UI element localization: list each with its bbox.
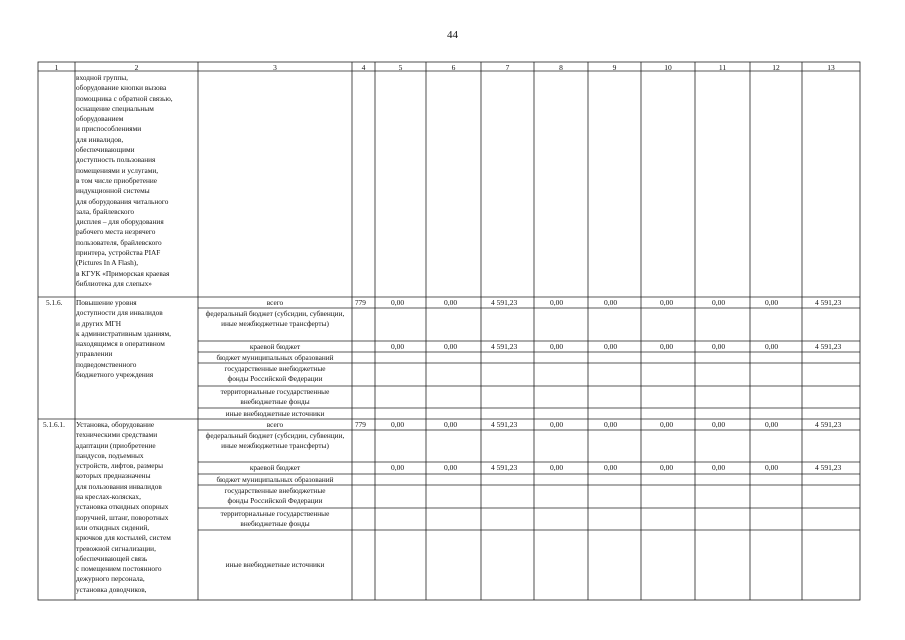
value-cell: 0,00 bbox=[550, 463, 564, 472]
value-cell: 0,00 bbox=[712, 420, 726, 429]
desc-line: и других МГН bbox=[76, 318, 121, 328]
row-description bbox=[76, 420, 171, 595]
value-cell: 4 591,23 bbox=[815, 342, 842, 351]
source-state-offbudget: государственные внебюджетные фонды Российской Федерации bbox=[224, 364, 326, 384]
col-header-10: 10 bbox=[664, 63, 672, 72]
desc-line: адаптации (приобретение bbox=[76, 440, 156, 450]
value-cell: 0,00 bbox=[391, 298, 405, 307]
value-cell: 0,00 bbox=[391, 463, 405, 472]
value-cell: 0,00 bbox=[604, 420, 618, 429]
desc-line: и приспособлениями bbox=[76, 124, 142, 134]
desc-line: к административным зданиям, bbox=[76, 328, 171, 338]
value-cell: 0,00 bbox=[550, 298, 564, 307]
desc-line: тревожной сигнализации, bbox=[76, 543, 156, 553]
value-cell: 0,00 bbox=[712, 463, 726, 472]
col-header-3: 3 bbox=[273, 63, 277, 72]
desc-line: библиотека для слепых» bbox=[76, 278, 152, 288]
col-header-12: 12 bbox=[772, 63, 780, 72]
value-cell: 0,00 bbox=[391, 420, 405, 429]
desc-line: рабочего места незрячего bbox=[76, 227, 156, 237]
value-cell: 0,00 bbox=[444, 420, 458, 429]
source-municipal: бюджет муниципальных образований bbox=[216, 353, 334, 362]
row-code-col4: 779 bbox=[355, 298, 366, 307]
desc-line: бюджетного учреждения bbox=[76, 370, 154, 380]
col-header-1: 1 bbox=[54, 63, 59, 72]
value-cell: 0,00 bbox=[391, 342, 405, 351]
desc-line: которых предназначены bbox=[76, 471, 151, 481]
value-cell: 0,00 bbox=[444, 298, 458, 307]
desc-line: принтера, устройства PIAF bbox=[76, 248, 161, 258]
col-header-5: 5 bbox=[398, 63, 403, 72]
col-header-7: 7 bbox=[505, 63, 510, 72]
desc-line: поручней, штанг, поворотных bbox=[76, 512, 169, 522]
value-cell: 0,00 bbox=[712, 342, 726, 351]
row-code-col4: 779 bbox=[355, 420, 366, 429]
desc-line: пользователя, брайлевского bbox=[76, 237, 162, 247]
value-cell: 0,00 bbox=[765, 342, 779, 351]
desc-line: для оборудования читального bbox=[76, 196, 169, 206]
col-header-9: 9 bbox=[612, 63, 617, 72]
row-code: 5.1.6. bbox=[46, 298, 63, 307]
value-cell: 0,00 bbox=[765, 298, 779, 307]
desc-line: находящимся в оперативном bbox=[76, 339, 165, 349]
desc-line: техническими средствами bbox=[76, 430, 158, 440]
desc-line: с помещением постоянного bbox=[76, 564, 162, 574]
value-cell: 4 591,23 bbox=[815, 298, 842, 307]
source-federal: федеральный бюджет (субсидии, субвенции, иные межбюджетные трансферты) bbox=[205, 431, 345, 451]
source-municipal: бюджет муниципальных образований bbox=[216, 475, 334, 484]
col-header-4: 4 bbox=[361, 63, 366, 72]
desc-line: дежурного персонала, bbox=[76, 574, 145, 584]
value-cell: 4 591,23 bbox=[815, 420, 842, 429]
desc-line: устройств, лифтов, размеры bbox=[76, 461, 164, 471]
desc-line: доступность пользования bbox=[76, 155, 156, 165]
source-territorial-offbudget: территориальные государственные внебюджетные фонды bbox=[220, 509, 330, 529]
col-header-13: 13 bbox=[827, 63, 835, 72]
desc-line: помещениями и услугами, bbox=[76, 165, 159, 175]
desc-line: обеспечивающей связь bbox=[76, 553, 148, 563]
desc-line: зала, брайлевского bbox=[76, 206, 135, 216]
source-total: всего bbox=[266, 420, 284, 429]
col-header-6: 6 bbox=[451, 63, 456, 72]
desc-line: обеспечивающими bbox=[76, 145, 135, 155]
desc-line: или откидных сидений, bbox=[76, 522, 150, 532]
desc-line: подведомственного bbox=[76, 359, 137, 369]
source-other: иные внебюджетные источники bbox=[225, 560, 325, 569]
desc-line: в том числе приобретение bbox=[76, 175, 158, 185]
value-cell: 0,00 bbox=[765, 463, 779, 472]
value-cell: 4 591,23 bbox=[815, 463, 842, 472]
value-cell: 0,00 bbox=[604, 342, 618, 351]
value-cell: 0,00 bbox=[712, 298, 726, 307]
desc-line: доступности для инвалидов bbox=[76, 308, 163, 318]
source-regional: краевой бюджет bbox=[249, 342, 301, 351]
desc-line: помощника с обратной связью, bbox=[76, 93, 173, 103]
value-cell: 0,00 bbox=[765, 420, 779, 429]
value-cell: 0,00 bbox=[604, 298, 618, 307]
value-cell: 4 591,23 bbox=[491, 342, 518, 351]
desc-line: оборудование кнопки вызова bbox=[76, 83, 167, 93]
desc-line: входной группы, bbox=[76, 73, 128, 82]
row-description bbox=[76, 298, 171, 380]
desc-line: (Pictures In A Flash), bbox=[76, 258, 139, 268]
desc-line: на креслах-колясках, bbox=[76, 492, 141, 502]
col-header-8: 8 bbox=[559, 63, 563, 72]
desc-line: индукционной системы bbox=[76, 186, 150, 196]
value-cell: 0,00 bbox=[550, 342, 564, 351]
value-cell: 0,00 bbox=[604, 463, 618, 472]
value-cell: 4 591,23 bbox=[491, 298, 518, 307]
source-total: всего bbox=[266, 298, 284, 307]
source-state-offbudget: государственные внебюджетные фонды Российской Федерации bbox=[224, 486, 326, 506]
value-cell: 4 591,23 bbox=[491, 463, 518, 472]
desc-line: Повышение уровня bbox=[76, 298, 137, 307]
continuation-description bbox=[76, 73, 173, 289]
desc-line: управлении bbox=[76, 349, 113, 359]
desc-line: дисплея – для оборудования bbox=[76, 217, 164, 227]
desc-line: крючков для костылей, систем bbox=[76, 533, 171, 543]
value-cell: 0,00 bbox=[444, 342, 458, 351]
value-cell: 0,00 bbox=[444, 463, 458, 472]
row-code: 5.1.6.1. bbox=[43, 420, 65, 429]
desc-line: Установка, оборудование bbox=[76, 420, 155, 429]
source-federal: федеральный бюджет (субсидии, субвенции, иные межбюджетные трансферты) bbox=[205, 309, 345, 329]
value-cell: 4 591,23 bbox=[491, 420, 518, 429]
desc-line: оборудованием bbox=[76, 114, 124, 124]
desc-line: для пользования инвалидов bbox=[76, 481, 162, 491]
source-regional: краевой бюджет bbox=[249, 463, 301, 472]
desc-line: для инвалидов, bbox=[76, 134, 124, 144]
col-header-2: 2 bbox=[134, 63, 139, 72]
desc-line: установка доводчиков, bbox=[76, 584, 147, 594]
source-other: иные внебюджетные источники bbox=[225, 409, 325, 418]
desc-line: пандусов, подъемных bbox=[76, 450, 144, 460]
desc-line: в КГУК «Приморская краевая bbox=[76, 268, 170, 278]
source-territorial-offbudget: территориальные государственные внебюджетные фонды bbox=[220, 387, 330, 407]
col-header-11: 11 bbox=[718, 63, 727, 72]
desc-line: оснащение специальным bbox=[76, 103, 154, 113]
desc-line: установка откидных опорных bbox=[76, 502, 169, 512]
value-cell: 0,00 bbox=[550, 420, 564, 429]
page-number: 44 bbox=[447, 29, 458, 41]
